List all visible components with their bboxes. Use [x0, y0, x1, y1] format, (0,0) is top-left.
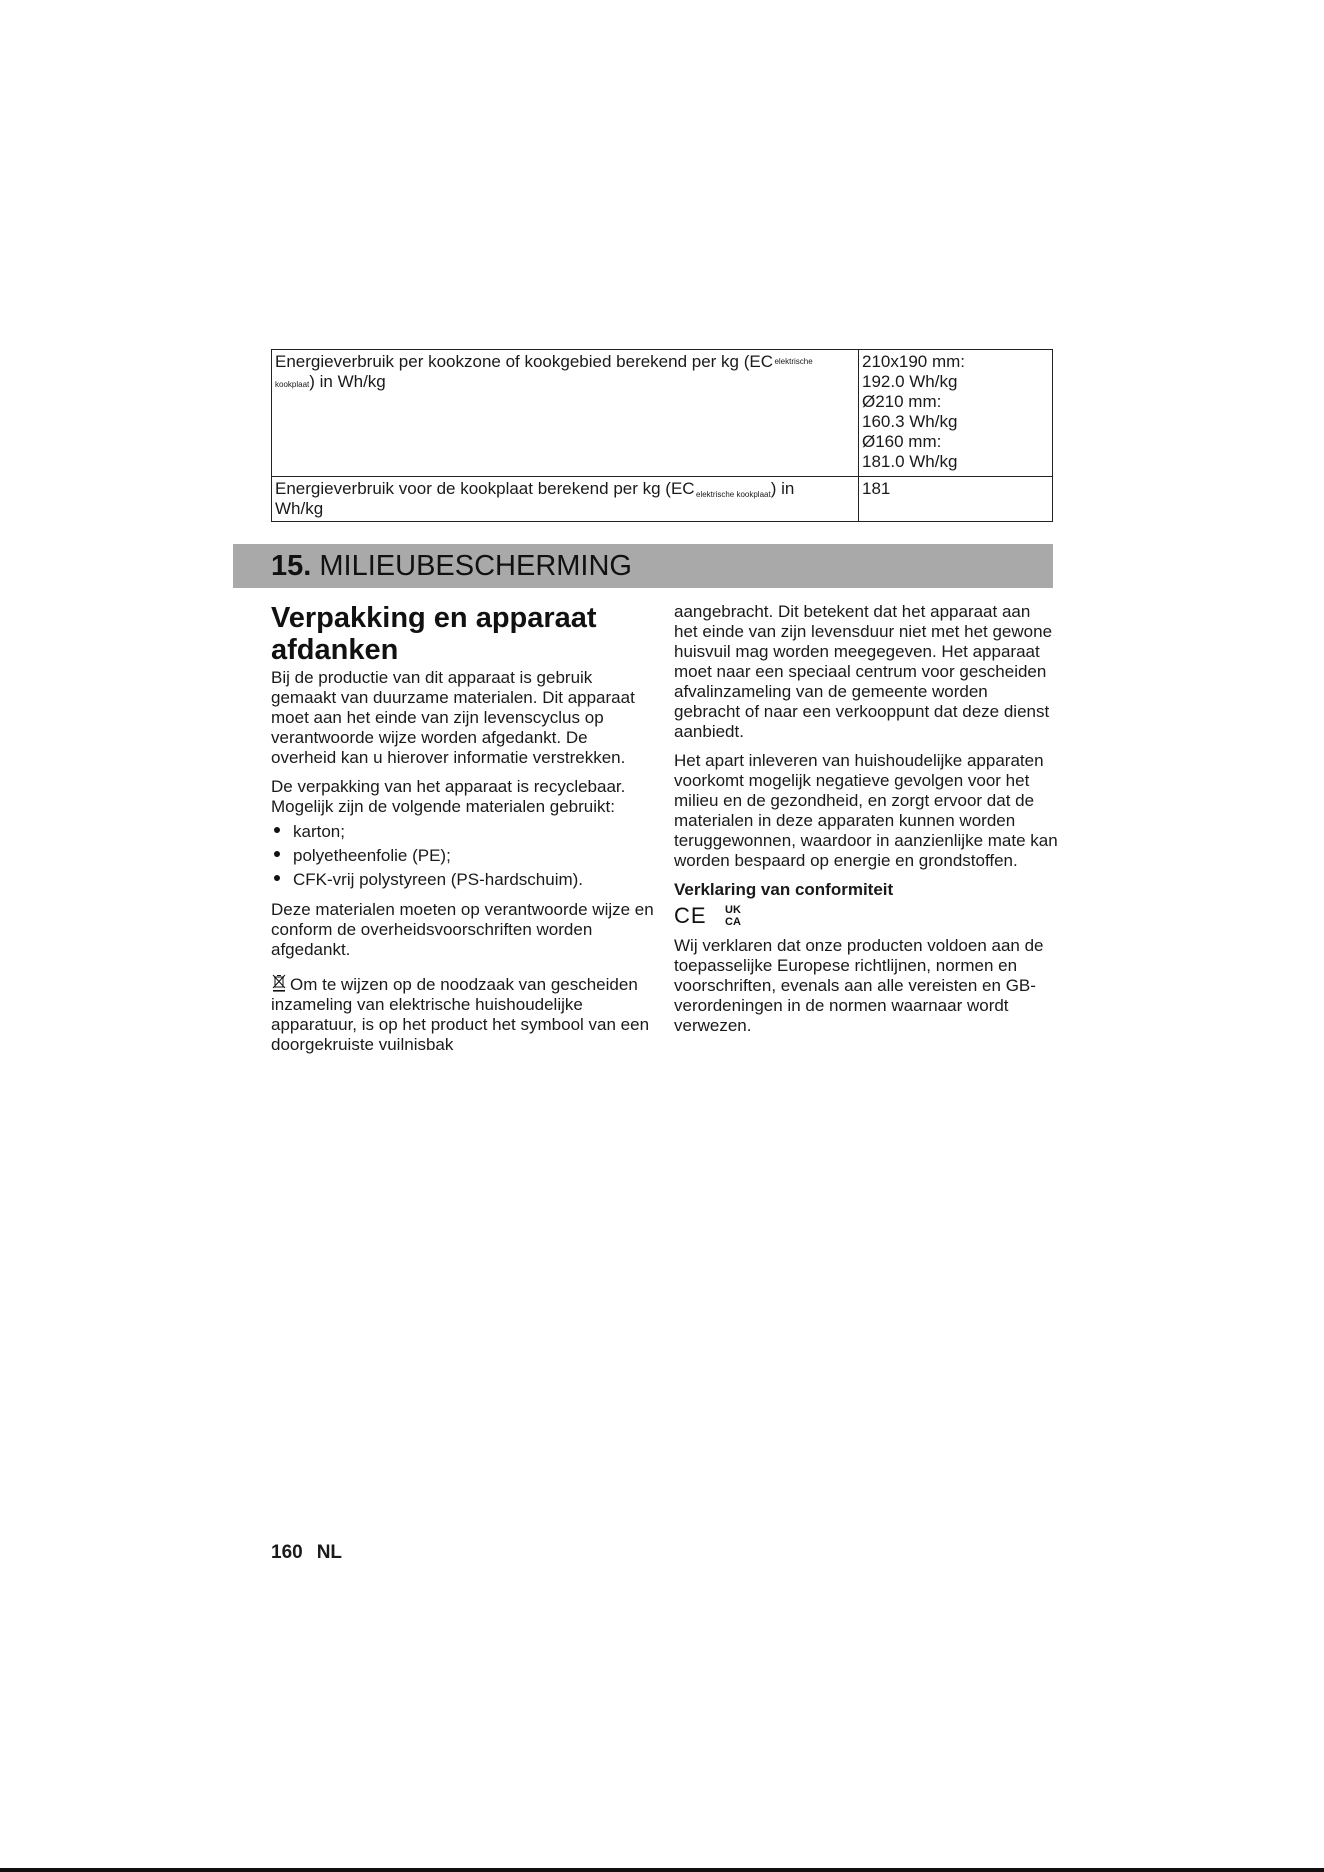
- row-label-text: Energieverbruik per kookzone of kookgebied berekend per kg (EC: [275, 352, 774, 371]
- value-line: 181.0 Wh/kg: [862, 452, 958, 471]
- table-row: [272, 350, 1053, 477]
- paragraph-weee: [271, 974, 655, 1055]
- table-cell-value: [859, 477, 1053, 522]
- row-label-unit: ) in Wh/kg: [309, 372, 386, 391]
- value-line: 192.0 Wh/kg: [862, 372, 958, 391]
- list-item-text: polyetheenfolie (PE);: [293, 846, 451, 865]
- list-item: [271, 822, 655, 842]
- row-label-text: Energieverbruik voor de kookplaat berekend per kg (EC: [275, 479, 695, 498]
- ce-mark-icon: [674, 904, 718, 926]
- bottom-divider: [0, 1868, 1324, 1872]
- table-row: [272, 477, 1053, 522]
- bullet-icon: [274, 851, 280, 857]
- row-label-unit: Wh/kg: [275, 499, 324, 518]
- conformity-heading: Verklaring van conformiteit: [674, 880, 894, 899]
- value-line: 181: [862, 479, 891, 498]
- value-line: 160.3 Wh/kg: [862, 412, 958, 431]
- section-header: [233, 544, 1053, 588]
- table-cell-label: [272, 477, 859, 522]
- paragraph: aangebracht. Dit betekent dat het apparaat aan het einde van zijn levensduur niet met het gewone huisvuil mag worden meegegeven. Het apparaat moet naar een speciaal centrum voor gescheiden afvalinzameling van de gemeente worden gebracht of naar een verkooppunt dat deze dienst aanbiedt.: [674, 602, 1053, 741]
- energy-consumption-table: [271, 349, 1053, 522]
- bullet-icon: [274, 827, 280, 833]
- table-cell-value: [859, 350, 1053, 477]
- row-label-unit: ) in: [770, 479, 795, 498]
- value-line: Ø160 mm:: [862, 432, 942, 451]
- section-title-text: MILIEUBESCHERMING: [319, 550, 632, 582]
- subsection-heading: Verpakking en apparaat afdanken: [271, 602, 597, 666]
- right-column: [674, 602, 1058, 1045]
- crossed-out-bin-icon: [271, 974, 287, 992]
- bullet-icon: [274, 875, 280, 881]
- paragraph: Bij de productie van dit apparaat is gebruik gemaakt van duurzame materialen. Dit apparaat moet aan het einde van zijn levenscyclus op verantwoorde wijze worden afgedankt. De overheid kan u hierover informatie verstrekken.: [271, 668, 635, 767]
- ce-mark-text: CE: [674, 904, 707, 926]
- list-item: [271, 846, 655, 866]
- paragraph: Deze materialen moeten op verantwoorde wijze en conform de overheidsvoorschriften worden afgedankt.: [271, 900, 654, 959]
- row-label-subscript: elektrische kookplaat: [696, 490, 771, 499]
- ukca-mark-icon: [724, 903, 750, 927]
- list-item: [271, 870, 655, 890]
- ukca-mark-bottom: CA: [725, 916, 741, 927]
- left-column: [271, 602, 655, 1064]
- language-code: NL: [316, 1542, 343, 1563]
- section-number: 15.: [271, 550, 312, 582]
- conformity-marks: [674, 902, 1058, 928]
- row-label-subscript: elektrische: [774, 357, 813, 366]
- paragraph: Het apart inleveren van huishoudelijke apparaten voorkomt mogelijk negatieve gevolgen voor het milieu en de gezondheid, en zorgt ervoor dat de materialen in deze apparaten kunnen worden teruggewonnen, waardoor in aanzienlijke mate kan worden bespaard op energie en grondstoffen.: [674, 751, 1058, 870]
- section-title: [271, 550, 632, 582]
- list-item-text: karton;: [293, 822, 345, 841]
- paragraph-text: Om te wijzen op de noodzaak van gescheiden inzameling van elektrische huishoudelijke apparatuur, is op het product het symbool van een doorgekruiste vuilnisbak: [271, 975, 650, 1054]
- value-line: 210x190 mm:: [862, 352, 965, 371]
- materials-list: [271, 822, 655, 890]
- page-footer: [271, 1542, 342, 1564]
- value-line: Ø210 mm:: [862, 392, 942, 411]
- paragraph: Wij verklaren dat onze producten voldoen aan de toepasselijke Europese richtlijnen, normen en voorschriften, evenals aan alle vereisten en GB-verordeningen in de normen waarnaar wordt verwezen.: [674, 936, 1044, 1035]
- list-item-text: CFK-vrij polystyreen (PS-hardschuim).: [293, 870, 584, 889]
- row-label-subscript: kookplaat: [275, 380, 310, 389]
- ukca-mark-top: UK: [725, 904, 741, 916]
- table-cell-label: [272, 350, 859, 477]
- page-number: 160: [271, 1542, 303, 1563]
- paragraph: De verpakking van het apparaat is recyclebaar. Mogelijk zijn de volgende materialen gebruikt:: [271, 777, 626, 816]
